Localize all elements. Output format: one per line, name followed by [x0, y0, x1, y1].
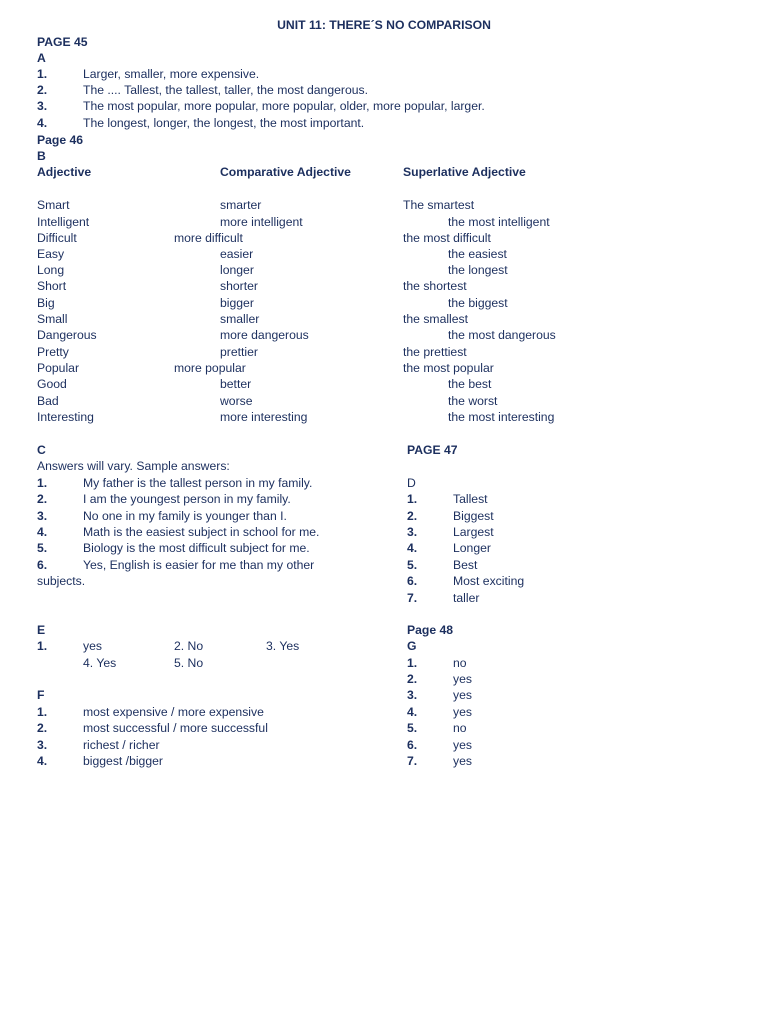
table-cell-comparative: better: [220, 377, 252, 391]
list-item-text: Biology is the most difficult subject for me.: [83, 541, 310, 555]
list-item-number: 3.: [37, 738, 48, 752]
list-item-text: richest / richer: [83, 738, 160, 752]
table-cell-superlative: the best: [448, 377, 492, 391]
section-a-page: PAGE 45: [37, 35, 88, 49]
list-item-number: 4.: [37, 116, 48, 130]
list-item-text: I am the youngest person in my family.: [83, 492, 291, 506]
list-item-text: Yes, English is easier for me than my other: [83, 558, 315, 572]
list-item-text: biggest /bigger: [83, 754, 163, 768]
table-cell-comparative: shorter: [220, 279, 258, 293]
section-c-letter: C: [37, 443, 46, 457]
table-cell-superlative: the most intelligent: [448, 215, 550, 229]
section-f-letter: F: [37, 688, 45, 702]
list-item-text: most expensive / more expensive: [83, 705, 264, 719]
list-item-text: most successful / more successful: [83, 721, 268, 735]
section-c-intro: Answers will vary. Sample answers:: [37, 459, 230, 473]
table-cell-comparative: smarter: [220, 198, 262, 212]
list-item-number: 3.: [37, 99, 48, 113]
section-e-letter: E: [37, 623, 46, 637]
table-cell-superlative: the longest: [448, 263, 508, 277]
table-cell-adjective: Good: [37, 377, 67, 391]
list-item-number: 4.: [37, 525, 48, 539]
table-cell-comparative: smaller: [220, 312, 260, 326]
table-cell-comparative: more popular: [174, 361, 246, 375]
table-cell-comparative: more dangerous: [220, 328, 309, 342]
table-cell-superlative: the biggest: [448, 296, 508, 310]
table-cell-adjective: Long: [37, 263, 65, 277]
table-cell-adjective: Difficult: [37, 231, 77, 245]
table-cell-comparative: more interesting: [220, 410, 308, 424]
table-cell-superlative: the smallest: [403, 312, 469, 326]
answer-text: 5. No: [174, 656, 204, 670]
list-item-text: no: [453, 721, 467, 735]
list-item-number: 6.: [407, 738, 418, 752]
list-item-number: 1.: [37, 476, 48, 490]
list-item-number: 1.: [407, 492, 418, 506]
list-item-text: Best: [453, 558, 478, 572]
list-item-continuation: subjects.: [37, 574, 86, 588]
list-item-text: Math is the easiest subject in school for me.: [83, 525, 320, 539]
section-b-page: Page 46: [37, 133, 84, 147]
list-item-number: 7.: [407, 754, 418, 768]
list-item-text: Tallest: [453, 492, 488, 506]
list-item-text: no: [453, 656, 467, 670]
answer-text: 3. Yes: [266, 639, 300, 653]
table-cell-adjective: Bad: [37, 394, 59, 408]
list-item-number: 4.: [407, 705, 418, 719]
answer-text: 4. Yes: [83, 656, 117, 670]
list-item-number: 5.: [407, 721, 418, 735]
list-item-text: The .... Tallest, the tallest, taller, the most dangerous.: [83, 83, 368, 97]
list-item-number: 6.: [37, 558, 48, 572]
list-item-text: Longer: [453, 541, 491, 555]
table-cell-adjective: Short: [37, 279, 67, 293]
list-item-number: 2.: [407, 672, 418, 686]
list-item-number: 2.: [37, 721, 48, 735]
list-item-number: 2.: [37, 492, 48, 506]
list-item-number: 1.: [407, 656, 418, 670]
table-cell-superlative: The smartest: [403, 198, 475, 212]
list-item-text: yes: [453, 738, 472, 752]
table-cell-adjective: Pretty: [37, 345, 69, 359]
page-title: UNIT 11: THERE´S NO COMPARISON: [277, 18, 491, 32]
table-cell-superlative: the shortest: [403, 279, 467, 293]
list-item-number: 4.: [37, 754, 48, 768]
list-item-text: yes: [453, 688, 472, 702]
table-cell-comparative: bigger: [220, 296, 254, 310]
section-b-letter: B: [37, 149, 46, 163]
list-item-number: 1.: [37, 705, 48, 719]
list-item-text: Larger, smaller, more expensive.: [83, 67, 260, 81]
table-cell-adjective: Interesting: [37, 410, 94, 424]
table-cell-adjective: Dangerous: [37, 328, 97, 342]
list-item-text: yes: [453, 705, 472, 719]
list-item-number: 7.: [407, 591, 418, 605]
list-item-text: The longest, longer, the longest, the most important.: [83, 116, 365, 130]
list-item-text: yes: [453, 754, 472, 768]
column-header-adjective: Adjective: [37, 165, 92, 179]
list-item-number: 3.: [37, 509, 48, 523]
answer-text: yes: [83, 639, 102, 653]
list-item-number: 1.: [37, 67, 48, 81]
table-cell-adjective: Smart: [37, 198, 70, 212]
section-g-letter: G: [407, 639, 417, 653]
list-item-text: No one in my family is younger than I.: [83, 509, 287, 523]
list-item-text: Most exciting: [453, 574, 525, 588]
table-cell-adjective: Big: [37, 296, 55, 310]
list-item-text: taller: [453, 591, 480, 605]
table-cell-comparative: worse: [220, 394, 253, 408]
list-item-number: 4.: [407, 541, 418, 555]
list-item-text: Biggest: [453, 509, 494, 523]
list-item-number: 3.: [407, 525, 418, 539]
table-cell-superlative: the most interesting: [448, 410, 555, 424]
list-item-text: yes: [453, 672, 472, 686]
list-item-number: 2.: [37, 83, 48, 97]
table-cell-comparative: prettier: [220, 345, 258, 359]
column-header-comparative: Comparative Adjective: [220, 165, 351, 179]
table-cell-adjective: Popular: [37, 361, 80, 375]
table-cell-comparative: easier: [220, 247, 254, 261]
list-item-number: 5.: [37, 541, 48, 555]
table-cell-superlative: the most dangerous: [448, 328, 556, 342]
list-item-number: 1.: [37, 639, 48, 653]
table-cell-comparative: more difficult: [174, 231, 243, 245]
list-item-text: The most popular, more popular, more popular, older, more popular, larger.: [83, 99, 485, 113]
list-item-number: 2.: [407, 509, 418, 523]
section-g-page: Page 48: [407, 623, 454, 637]
table-cell-superlative: the worst: [448, 394, 498, 408]
answer-text: 2. No: [174, 639, 204, 653]
table-cell-superlative: the prettiest: [403, 345, 467, 359]
list-item-number: 6.: [407, 574, 418, 588]
table-cell-adjective: Small: [37, 312, 68, 326]
list-item-number: 5.: [407, 558, 418, 572]
list-item-text: Largest: [453, 525, 494, 539]
section-a-letter: A: [37, 51, 46, 65]
table-cell-adjective: Intelligent: [37, 215, 90, 229]
table-cell-comparative: more intelligent: [220, 215, 303, 229]
list-item-number: 3.: [407, 688, 418, 702]
table-cell-adjective: Easy: [37, 247, 65, 261]
list-item-text: My father is the tallest person in my family.: [83, 476, 313, 490]
section-d-page: PAGE 47: [407, 443, 458, 457]
section-d-letter: D: [407, 476, 416, 490]
table-cell-superlative: the most difficult: [403, 231, 491, 245]
table-cell-comparative: longer: [220, 263, 254, 277]
column-header-superlative: Superlative Adjective: [403, 165, 526, 179]
table-cell-superlative: the most popular: [403, 361, 494, 375]
table-cell-superlative: the easiest: [448, 247, 507, 261]
